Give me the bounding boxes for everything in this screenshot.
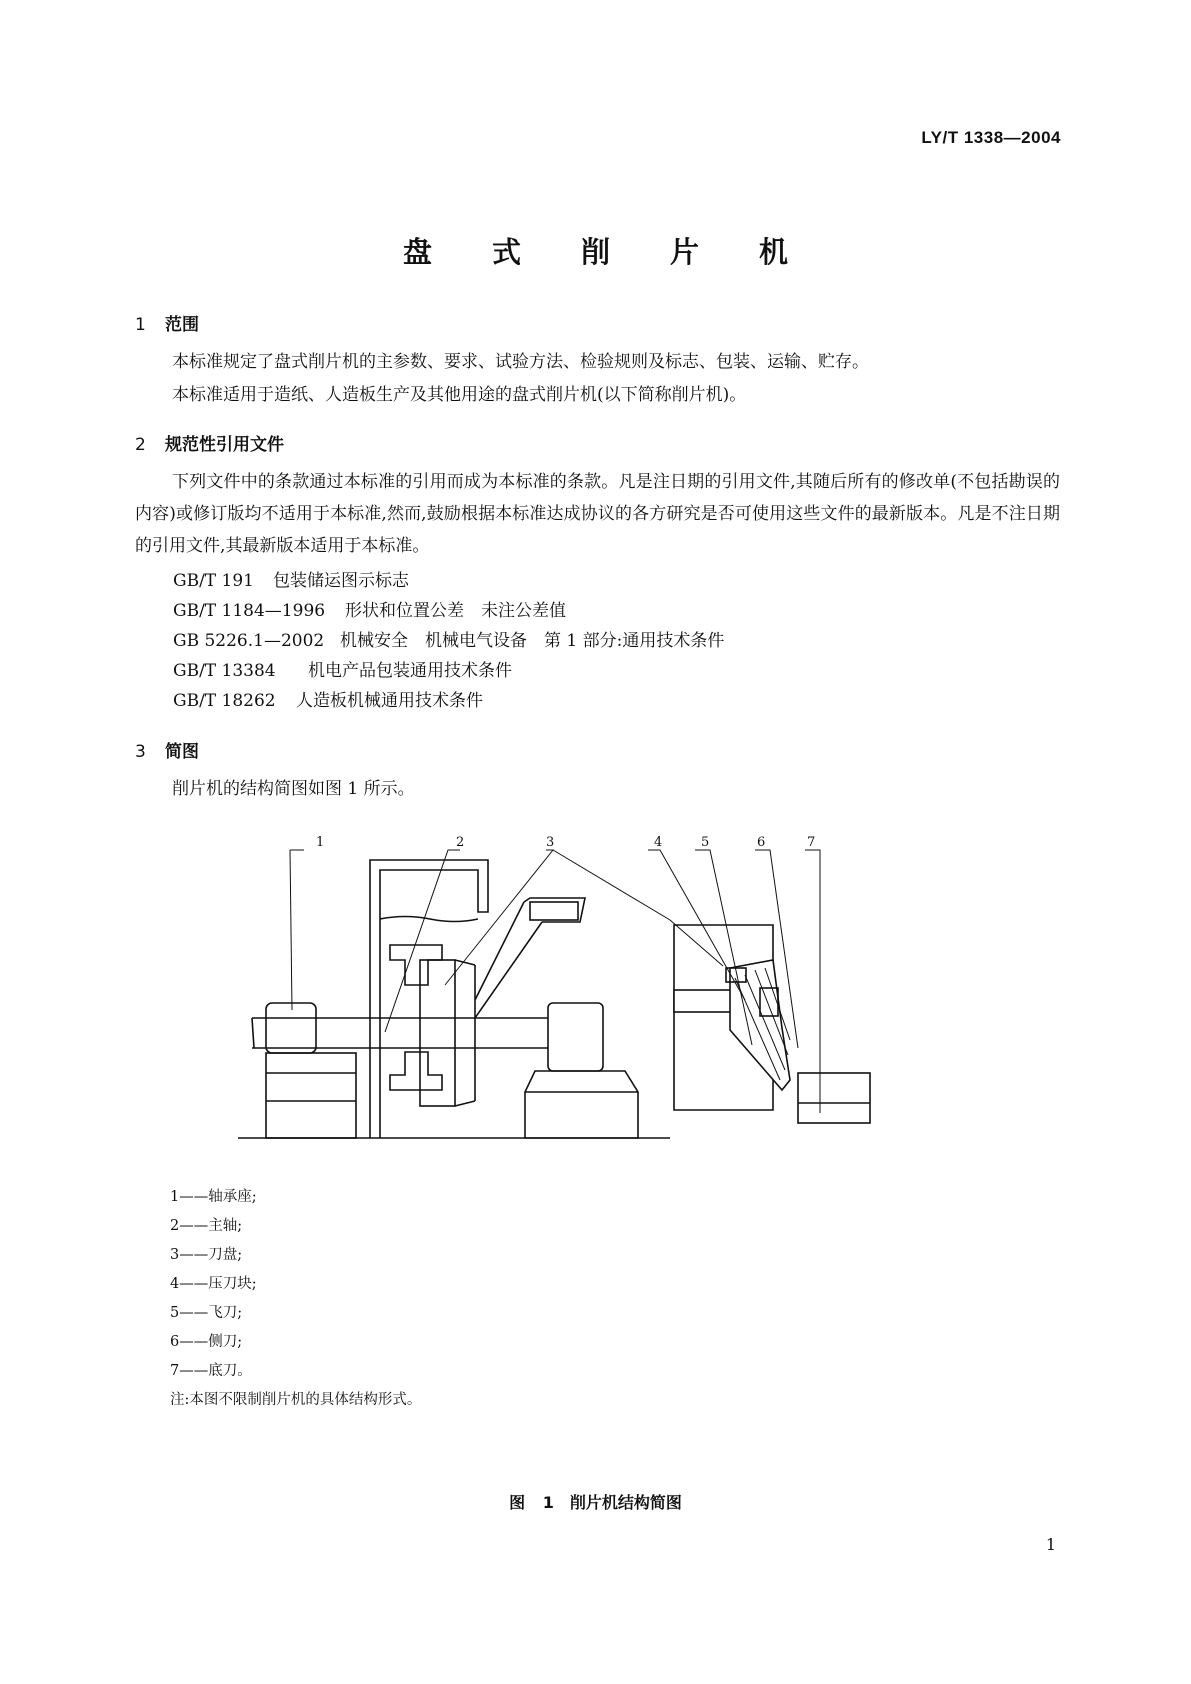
legend-item: 4——压刀块; <box>170 1276 257 1292</box>
page-number: 1 <box>1045 1535 1056 1554</box>
callout-1: 1 <box>316 835 325 850</box>
right-bearing-cap <box>548 1003 603 1071</box>
legend-item: 1——轴承座; <box>170 1189 257 1205</box>
scope-paragraph-2: 本标准适用于造纸、人造板生产及其他用途的盘式削片机(以下简称削片机)。 <box>172 385 747 405</box>
legend-item: 7——底刀。 <box>170 1363 252 1379</box>
figure-note: 注:本图不限制削片机的具体结构形式。 <box>170 1392 422 1408</box>
reference-code: GB/T 18262 <box>173 691 276 711</box>
legend-item: 2——主轴; <box>170 1218 243 1234</box>
main-shaft <box>252 1018 548 1048</box>
section-2-heading <box>135 430 284 455</box>
housing-frame <box>370 860 488 1138</box>
left-bearing-cap <box>266 1003 316 1053</box>
left-bearing-base <box>266 1053 356 1138</box>
reference-item <box>173 626 724 651</box>
legend-item: 3——刀盘; <box>170 1247 243 1263</box>
section-title: 简图 <box>165 742 199 762</box>
callout-7: 7 <box>807 835 816 850</box>
section-1-heading <box>135 310 199 335</box>
section-title: 规范性引用文件 <box>165 435 284 455</box>
reference-title: 人造板机械通用技术条件 <box>296 691 483 711</box>
section-number: 2 <box>135 435 146 455</box>
reference-title: 形状和位置公差 未注公差值 <box>345 601 566 621</box>
reference-item <box>173 596 566 621</box>
chipper-structure-diagram <box>230 830 950 1150</box>
standard-code: LY/T 1338—2004 <box>921 128 1061 147</box>
document-title: 盘式削片机 <box>402 235 848 269</box>
legend-item: 6——侧刀; <box>170 1334 243 1350</box>
callout-4: 4 <box>654 835 663 850</box>
scope-paragraph-1: 本标准规定了盘式削片机的主参数、要求、试验方法、检验规则及标志、包装、运输、贮存。 <box>172 352 869 372</box>
callout-6: 6 <box>757 835 766 850</box>
section-number: 3 <box>135 742 146 762</box>
reference-item <box>173 686 483 711</box>
figure-legend <box>170 1183 421 1415</box>
reference-code: GB/T 1184—1996 <box>173 601 326 621</box>
legend-item: 5——飞刀; <box>170 1305 243 1321</box>
section-number: 1 <box>135 315 146 335</box>
reference-code: GB/T 13384 <box>173 661 276 681</box>
normative-intro: 下列文件中的条款通过本标准的引用而成为本标准的条款。凡是注日期的引用文件,其随后所有的修改单(不包括勘误的内容)或修订版均不适用于本标准,然而,鼓励根据本标准达成协议的各方研究是否可使用这些文件的最新版本。凡是不注日期的引用文件,其最新版本适用于本标准。 <box>135 472 1060 556</box>
reference-title: 机电产品包装通用技术条件 <box>308 661 512 681</box>
bottom-knife <box>798 1073 870 1123</box>
diagram-intro: 削片机的结构简图如图 1 所示。 <box>172 779 415 799</box>
reference-code: GB 5226.1—2002 <box>173 631 325 651</box>
reference-item <box>173 566 409 591</box>
reference-item <box>173 656 512 681</box>
section-3-heading <box>135 737 199 762</box>
figure-caption: 图 1 削片机结构简图 <box>509 1493 682 1512</box>
cutter-disk <box>420 960 455 1106</box>
section-title: 范围 <box>165 315 199 335</box>
reference-title: 机械安全 机械电气设备 第 1 部分:通用技术条件 <box>340 631 725 651</box>
callout-3: 3 <box>546 835 555 850</box>
callout-5: 5 <box>701 835 710 850</box>
right-bearing-base <box>525 1071 638 1138</box>
callout-2: 2 <box>456 835 465 850</box>
reference-title: 包装储运图示标志 <box>273 571 409 591</box>
reference-code: GB/T 191 <box>173 571 254 591</box>
